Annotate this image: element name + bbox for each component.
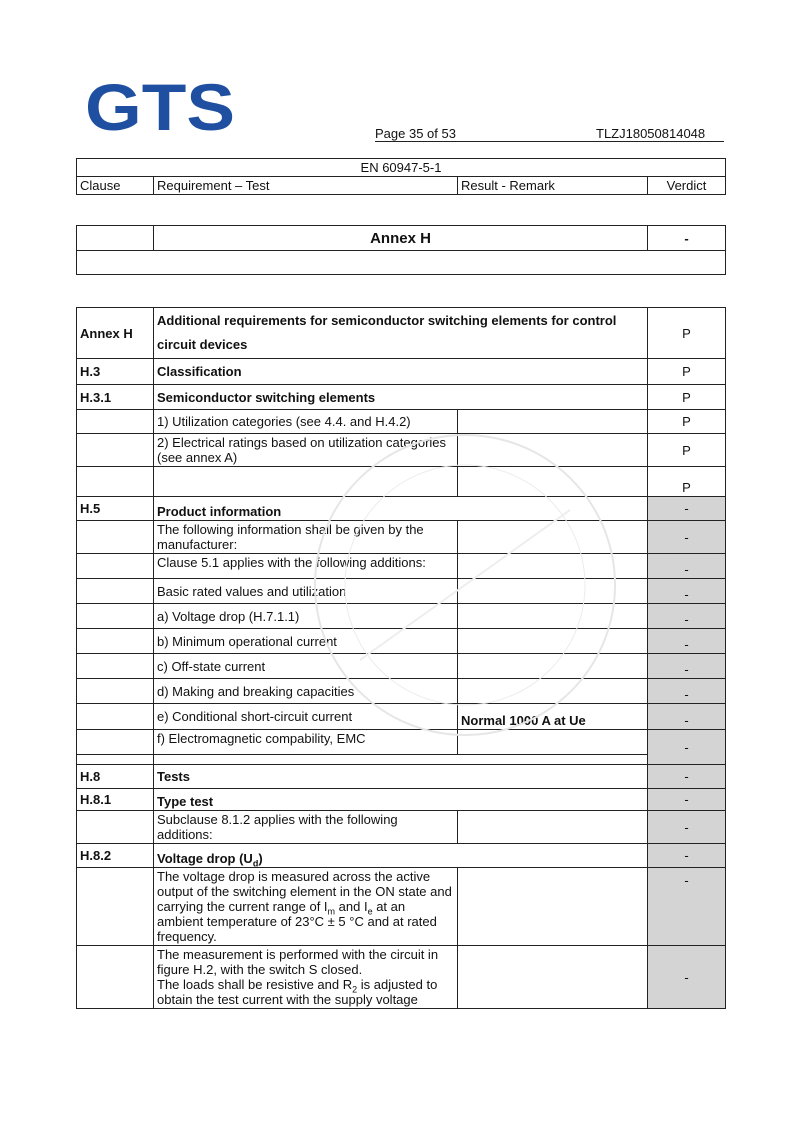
annex-blank-cell [77,226,154,251]
requirement-cell: d) Making and breaking capacities [154,679,458,704]
column-requirement: Requirement – Test [154,177,458,195]
clause-cell: H.3.1 [77,385,154,410]
table-row [77,946,726,1009]
verdict-cell: - [648,654,726,679]
verdict-cell: P [648,467,726,497]
result-cell [458,730,648,755]
clause-cell [77,730,154,755]
verdict-cell: - [648,765,726,789]
clause-cell: H.3 [77,359,154,385]
clause-cell [77,434,154,467]
verdict-cell: - [648,946,726,1009]
result-cell [458,604,648,629]
requirement-cell: Product information [154,497,648,521]
requirement-cell [154,755,648,765]
result-cell [458,521,648,554]
table-row [77,308,726,359]
requirement-cell: The following information shall be given by the manufacturer: [154,521,458,554]
verdict-cell: P [648,434,726,467]
table-row [77,359,726,385]
column-clause: Clause [77,177,154,195]
verdict-cell: - [648,554,726,579]
table-row [77,868,726,946]
verdict-cell: - [648,868,726,946]
clause-cell [77,811,154,844]
table-row [77,654,726,679]
gts-logo [84,80,236,132]
requirement-cell: Subclause 8.1.2 applies with the following additions: [154,811,458,844]
result-cell [458,654,648,679]
verdict-cell: - [648,789,726,811]
verdict-cell: P [648,410,726,434]
table-row [77,704,726,730]
result-cell [458,434,648,467]
requirement-cell: Basic rated values and utilization [154,579,458,604]
requirement-cell [154,467,458,497]
requirement-cell: 1) Utilization categories (see 4.4. and H.4.2) [154,410,458,434]
clause-cell [77,946,154,1009]
table-row [77,579,726,604]
annex-title: Annex H [154,226,648,251]
verdict-cell: - [648,811,726,844]
table-row [77,811,726,844]
result-cell [458,554,648,579]
requirement-cell: b) Minimum operational current [154,629,458,654]
annex-verdict: - [648,226,726,251]
requirement-cell: Voltage drop $(U_d)$ [154,844,648,868]
clause-cell [77,554,154,579]
clause-cell [77,629,154,654]
requirement-cell: f) Electromagnetic compability, EMC [154,730,458,755]
column-verdict: Verdict [648,177,726,195]
requirement-cell: The measurement is performed with the circuit in figure H.2, with the switch S closed. The loads shall be resistive and $R_2$ is adjusted to obtain the test current with the supply voltage [154,946,458,1009]
requirement-cell: Additional requirements for semiconductor switching elements for control circuit devices [154,308,648,359]
requirement-cell: Classification [154,359,648,385]
standard-header-table [76,158,726,195]
requirement-cell: Tests [154,765,648,789]
table-row [77,629,726,654]
table-row [77,410,726,434]
result-cell [458,467,648,497]
clause-cell: Annex H [77,308,154,359]
table-row [77,730,726,755]
clause-cell [77,755,154,765]
verdict-cell: - [648,844,726,868]
verdict-cell: - [648,629,726,654]
clause-cell: H.8 [77,765,154,789]
clause-cell [77,868,154,946]
annex-title-table [76,225,726,275]
standard-name: EN 60947-5-1 [77,159,726,177]
requirement-cell: The voltage drop is measured across the active output of the switching element in the ON state and carrying the current range of $I_m$ and $I_e$ at an ambient temperature of 23°C ± 5 °C and at rated frequency. [154,868,458,946]
table-row [77,844,726,868]
clause-cell [77,521,154,554]
column-result: Result - Remark [458,177,648,195]
clause-cell [77,579,154,604]
clause-cell [77,467,154,497]
report-number: TLZJ18050814048 [596,126,706,141]
clause-cell [77,704,154,730]
table-row [77,554,726,579]
page-number: Page 35 of 53 [375,126,456,141]
verdict-cell: - [648,679,726,704]
verdict-cell: P [648,359,726,385]
requirement-cell: a) Voltage drop (H.7.1.1) [154,604,458,629]
clause-cell: H.8.1 [77,789,154,811]
verdict-cell: - [648,604,726,629]
result-cell [458,868,648,946]
clause-cell: H.8.2 [77,844,154,868]
table-row [77,385,726,410]
result-cell [458,946,648,1009]
table-row [77,765,726,789]
result-cell [458,579,648,604]
verdict-cell: - [648,704,726,730]
requirement-cell: Clause 5.1 applies with the following additions: [154,554,458,579]
table-row [77,434,726,467]
requirement-cell: Type test [154,789,648,811]
table-row-spacer [77,755,726,765]
clause-cell [77,679,154,704]
verdict-cell: P [648,308,726,359]
requirement-cell: e) Conditional short-circuit current [154,704,458,730]
result-cell [458,679,648,704]
table-row [77,497,726,521]
table-row [77,789,726,811]
verdict-cell: - [648,730,726,765]
header-rule [375,141,724,142]
table-row [77,604,726,629]
clause-cell: H.5 [77,497,154,521]
result-cell [458,811,648,844]
result-cell: Normal 1000 A at Ue [458,704,648,730]
verdict-cell: - [648,521,726,554]
requirement-cell: 2) Electrical ratings based on utilization categories (see annex A) [154,434,458,467]
verdict-cell: - [648,497,726,521]
verdict-cell: P [648,385,726,410]
table-row [77,679,726,704]
clause-table [76,307,726,1009]
table-row [77,521,726,554]
verdict-cell: - [648,579,726,604]
requirement-cell: Semiconductor switching elements [154,385,648,410]
logo-text: GTS [85,80,235,132]
annex-empty-row [77,251,726,275]
clause-cell [77,604,154,629]
result-cell [458,629,648,654]
table-row [77,467,726,497]
result-cell [458,410,648,434]
requirement-cell: c) Off-state current [154,654,458,679]
clause-cell [77,410,154,434]
clause-cell [77,654,154,679]
